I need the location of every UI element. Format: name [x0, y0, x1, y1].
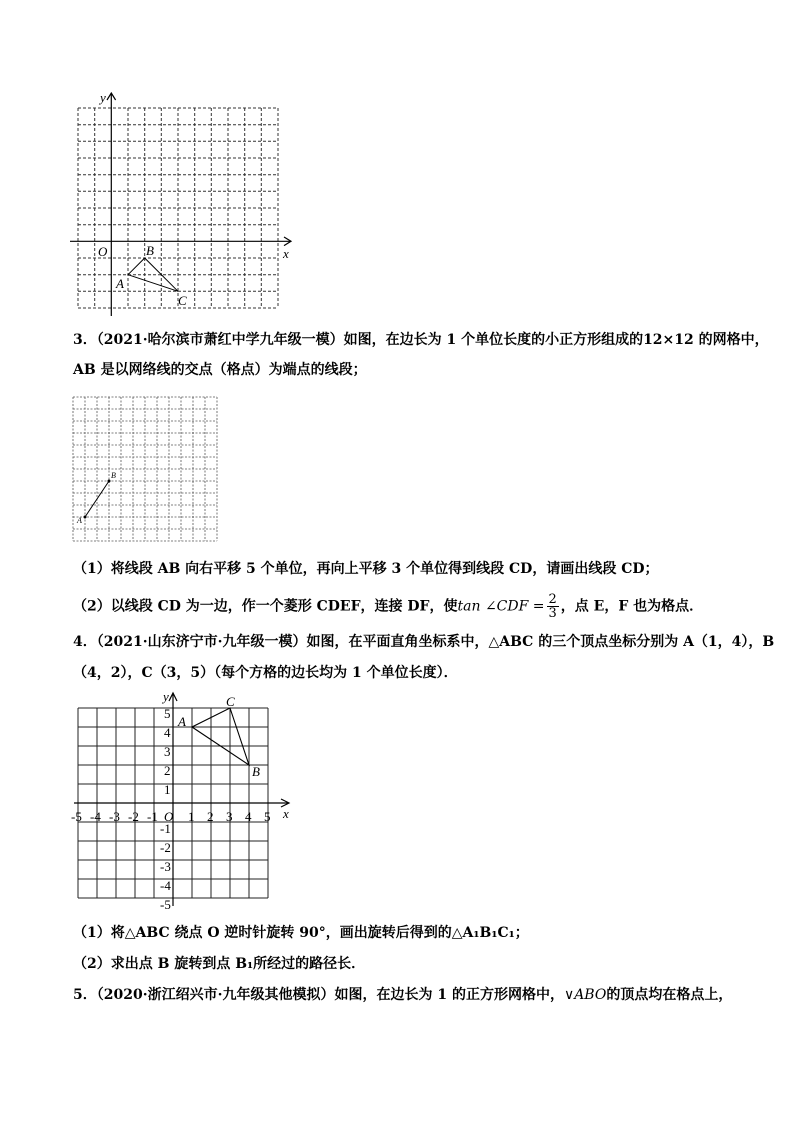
svg-text:4: 4: [245, 809, 252, 824]
q5-text-post: 的顶点均在格点上，: [606, 987, 733, 1003]
q3-text-line2: AB 是以网络线的交点（格点）为端点的线段；: [73, 362, 367, 378]
q4-sub2: （2）求出点 B 旋转到点 B₁所经过的路径长．: [73, 956, 366, 972]
q3-text-line1: 3．（2021·哈尔滨市萧红中学九年级一模）如图，在边长为 1 个单位长度的小正方形组成的12×12 的网格中，: [73, 332, 769, 348]
point-c-label: C: [178, 293, 187, 308]
point-a-label: A: [116, 276, 124, 291]
svg-text:3: 3: [164, 744, 171, 759]
point-b-label: B: [252, 764, 260, 779]
q5-math: ∨ABO: [563, 987, 607, 1003]
y-axis-label: y: [163, 689, 169, 704]
point-b-label: B: [111, 471, 116, 480]
svg-text:2: 2: [164, 763, 171, 778]
q4-sub1: （1）将△ABC 绕点 O 逆时针旋转 90°，画出旋转后得到的△A₁B₁C₁；: [73, 925, 529, 941]
dashed-grid-12x12: [73, 397, 217, 541]
axes: [70, 93, 291, 316]
point-a-label: A: [77, 516, 82, 525]
q3-sub2-pre: （2）以线段 CD 为一边，作一个菱形 CDEF，连接 DF，使: [73, 598, 458, 615]
point-b-label: B: [146, 243, 154, 258]
q4-text-line1: 4．（2021·山东济宁市·九年级一模）如图，在平面直角坐标系中，△ABC 的三个顶点坐标分别为 A（1，4），B: [73, 634, 775, 650]
figure-grid-triangle: [60, 88, 300, 320]
svg-text:2: 2: [207, 809, 214, 824]
svg-text:-1: -1: [147, 809, 158, 824]
point-c-label: C: [226, 694, 235, 709]
x-axis-label: x: [283, 246, 289, 261]
svg-text:-2: -2: [160, 840, 171, 855]
q3-sub2: [73, 593, 703, 619]
svg-text:1: 1: [164, 782, 171, 797]
svg-text:-4: -4: [160, 878, 171, 893]
origin-label: O: [98, 244, 108, 259]
q5-text-line1: [73, 986, 732, 1004]
svg-text:-2: -2: [128, 809, 139, 824]
y-axis-label: y: [100, 90, 106, 105]
svg-text:3: 3: [226, 809, 233, 824]
svg-text:1: 1: [188, 809, 195, 824]
q5-text-pre: 5．（2020·浙江绍兴市·九年级其他模拟）如图，在边长为 1 的正方形网格中，: [73, 987, 564, 1003]
svg-text:5: 5: [164, 706, 171, 721]
svg-text:4: 4: [164, 725, 171, 740]
q3-sub2-math: tan ∠CDF =: [457, 598, 545, 615]
svg-text:-3: -3: [109, 809, 120, 824]
fraction-two-thirds: [547, 593, 559, 620]
figure-coordinate-plane: [68, 688, 296, 912]
figure-12x12-grid: [72, 396, 218, 542]
q3-sub1: （1）将线段 AB 向右平移 5 个单位，再向上平移 3 个单位得到线段 CD，请画出线段 CD；: [73, 561, 659, 577]
point-a: [84, 516, 87, 519]
svg-text:-4: -4: [90, 809, 101, 824]
q4-text-line2: （4，2），C（3，5）（每个方格的边长均为 1 个单位长度）．: [73, 665, 458, 681]
svg-text:-5: -5: [71, 809, 82, 824]
point-a-label: A: [178, 714, 186, 729]
origin-label: O: [164, 809, 174, 824]
dashed-grid: [78, 108, 278, 308]
fraction-numerator: 2: [548, 592, 557, 607]
triangle-abc: [192, 708, 249, 765]
svg-text:-5: -5: [160, 897, 171, 912]
svg-text:-1: -1: [160, 821, 171, 836]
svg-text:5: 5: [264, 809, 271, 824]
q3-sub2-post: ，点 E，F 也为格点．: [560, 598, 704, 615]
svg-text:-3: -3: [160, 859, 171, 874]
fraction-denominator: 3: [548, 606, 557, 621]
x-axis-label: x: [283, 806, 289, 821]
